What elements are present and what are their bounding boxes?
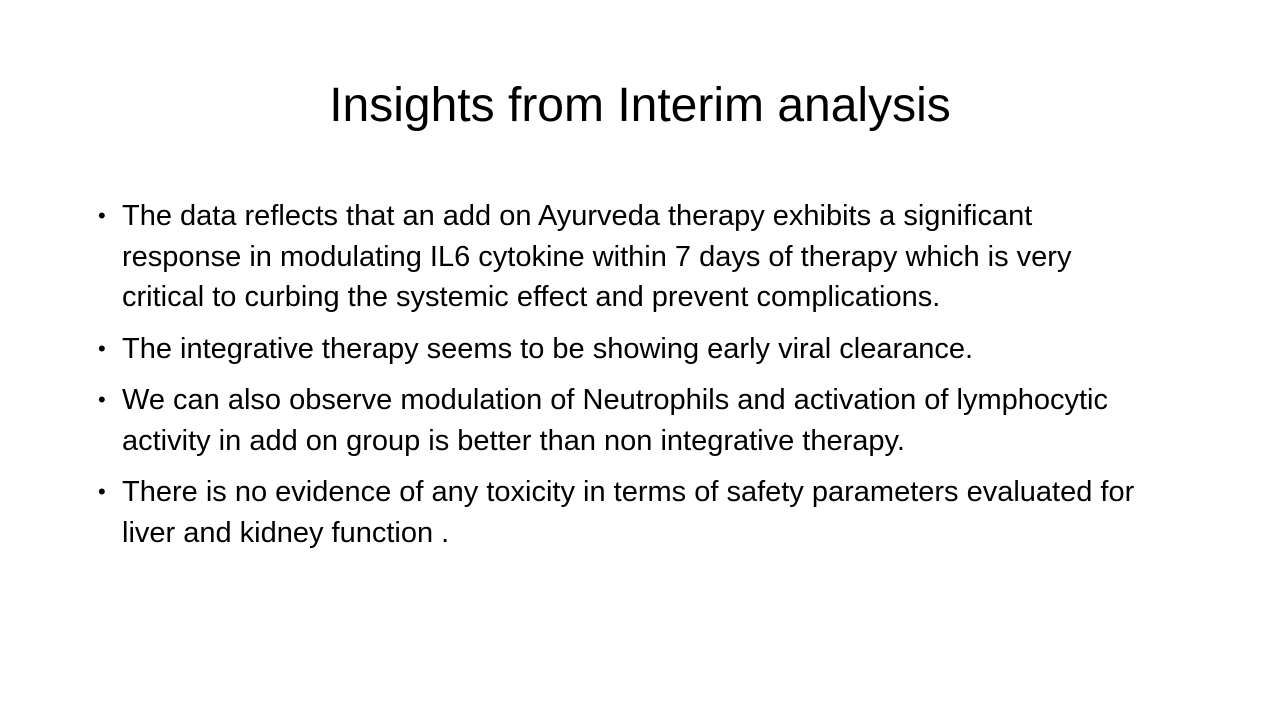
bullet-item xyxy=(98,380,1138,461)
bullet-icon: • xyxy=(98,479,106,504)
bullet-item xyxy=(98,329,1138,370)
bullet-text: The data reflects that an add on Ayurveda therapy exhibits a significant response in modulating IL6 cytokine within 7 days of therapy which is very critical to curbing the systemic effect and prevent complications. xyxy=(122,200,1072,313)
bullet-text: There is no evidence of any toxicity in terms of safety parameters evaluated for liver and kidney function . xyxy=(122,476,1135,549)
bullet-text: The integrative therapy seems to be showing early viral clearance. xyxy=(122,332,974,365)
bullet-item xyxy=(98,472,1138,553)
bullet-list xyxy=(98,196,1138,564)
bullet-item xyxy=(98,196,1138,318)
bullet-icon: • xyxy=(98,335,106,361)
bullet-icon: • xyxy=(98,387,106,412)
slide-title: Insights from Interim analysis xyxy=(329,79,951,132)
bullet-icon: • xyxy=(98,203,106,228)
bullet-text: We can also observe modulation of Neutrophils and activation of lymphocytic activity in add on group is better than non integrative therapy. xyxy=(122,384,1108,457)
